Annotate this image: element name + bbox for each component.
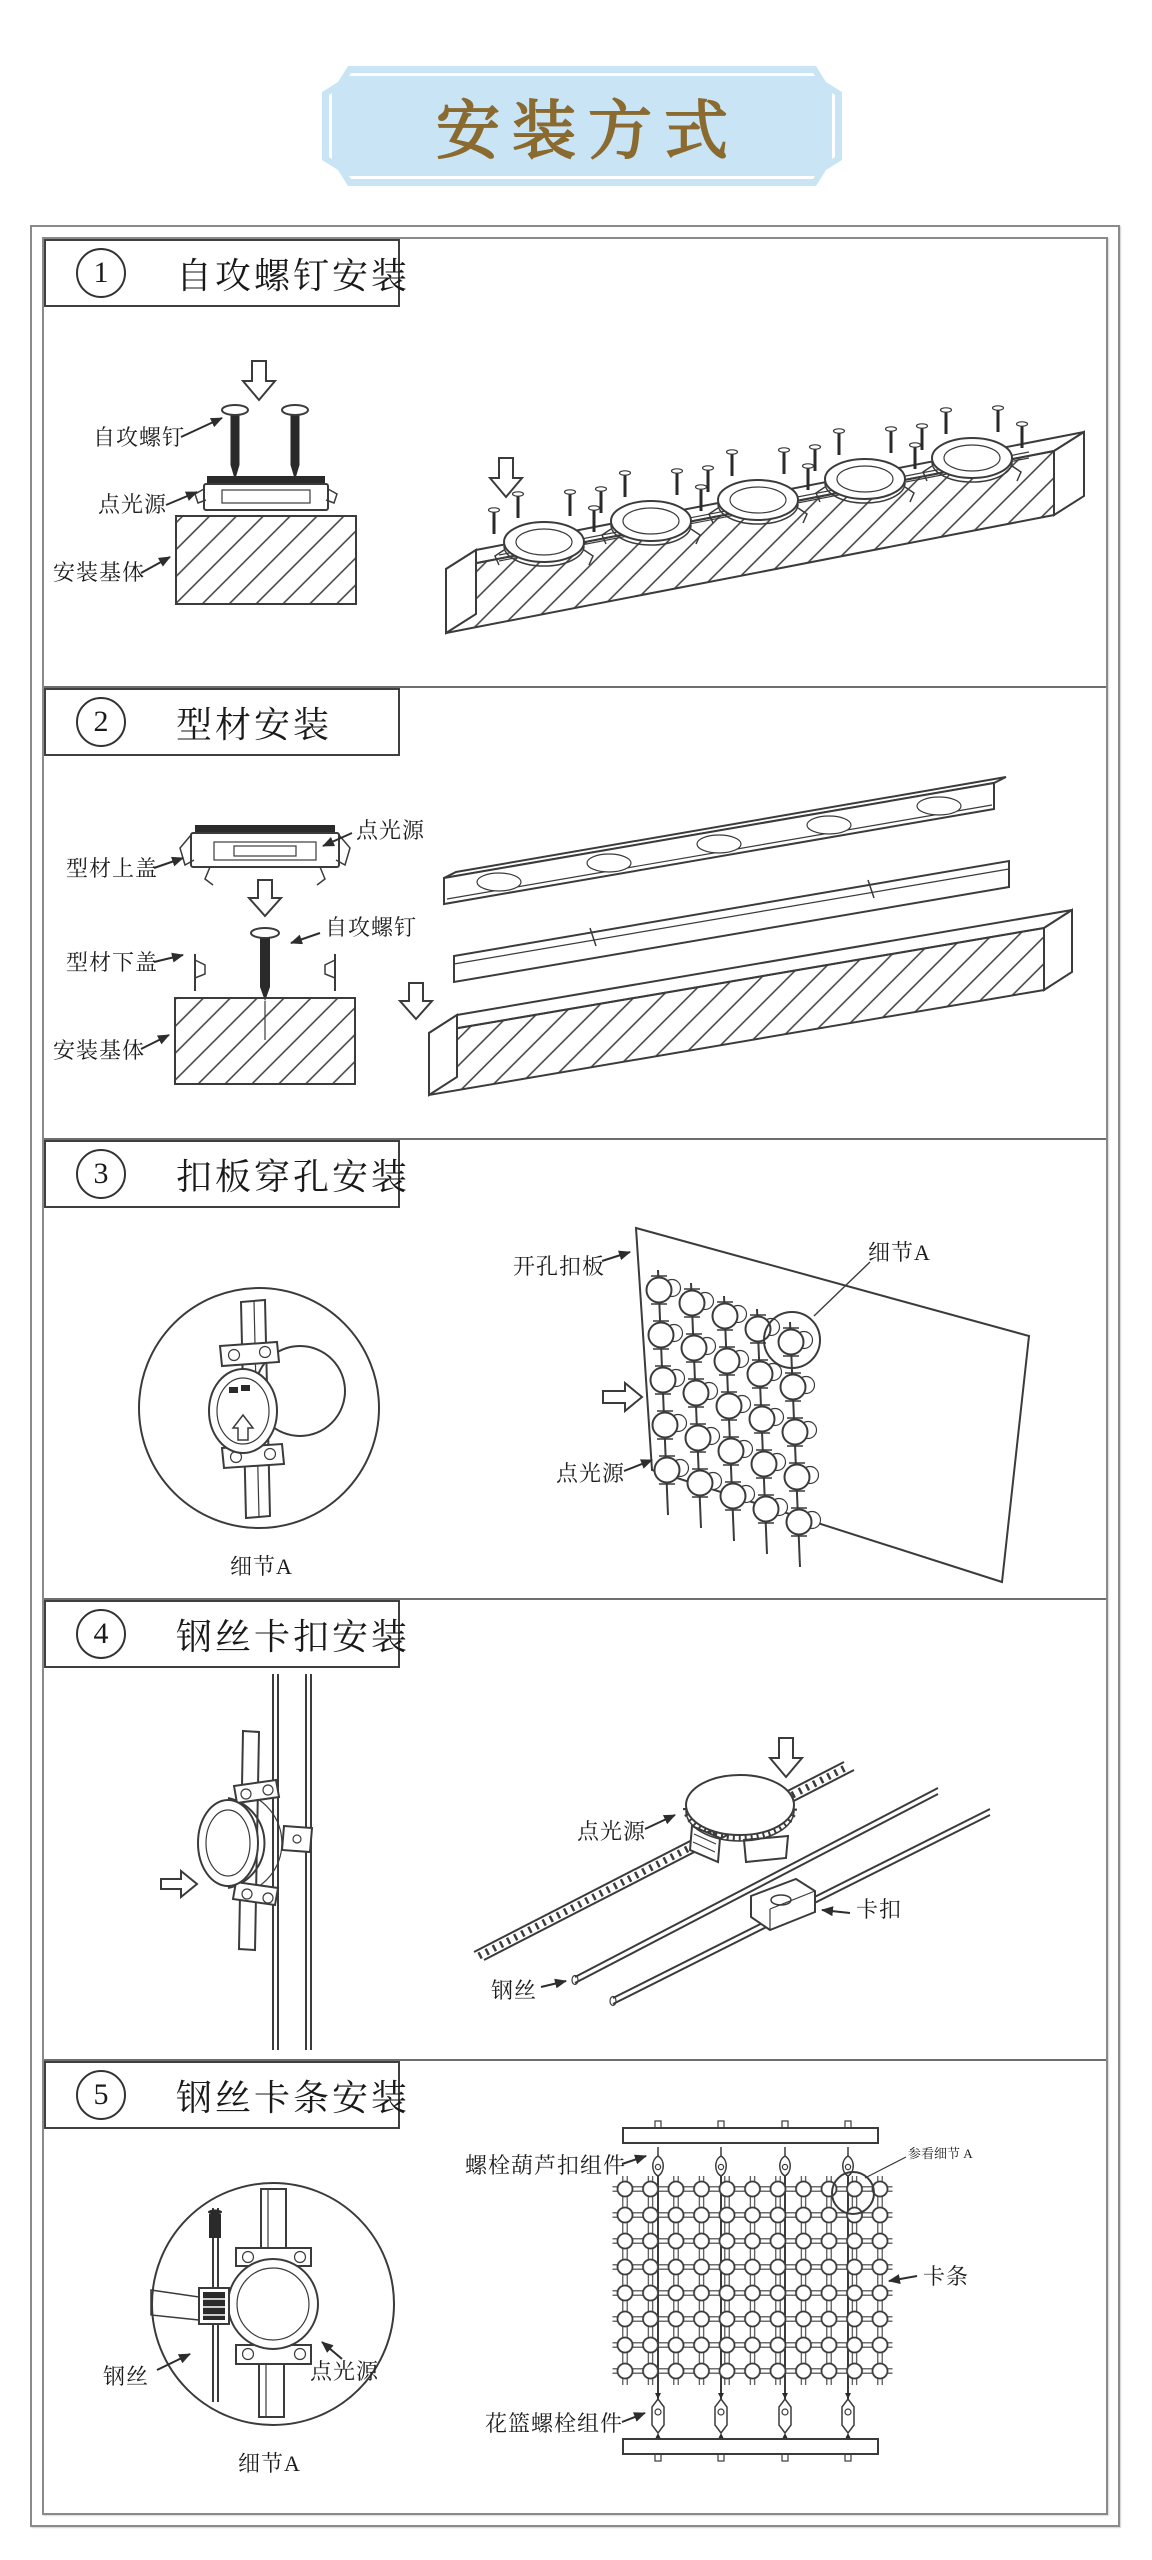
leader-arrow-clip xyxy=(822,1910,850,1913)
leader-arrow-panel xyxy=(602,1252,630,1261)
section-3-number: 3 xyxy=(76,1149,126,1199)
label-turnbuckle: 花篮螺栓组件 xyxy=(485,2411,624,2436)
right-arrow-icon xyxy=(161,1871,197,1897)
section-4-diagram xyxy=(44,1600,1106,2061)
label-bottom-cover: 型材下盖 xyxy=(66,950,159,975)
section-1-title-box xyxy=(44,239,411,307)
leader-arrow-bottom-cover xyxy=(154,955,183,962)
label-wire: 钢丝 xyxy=(103,2364,150,2389)
label-point-light: 点光源 xyxy=(98,492,168,517)
section-5-number: 5 xyxy=(76,2070,126,2120)
label-point-light: 点光源 xyxy=(310,2359,380,2384)
label-perforated-panel: 开孔扣板 xyxy=(513,1254,606,1279)
outer-frame xyxy=(30,225,1120,2527)
section-5-title-box xyxy=(44,2061,411,2129)
wire-clip-iso-view xyxy=(474,1738,990,2006)
section-1-number: 1 xyxy=(76,248,126,298)
detail-a-view xyxy=(139,1288,379,1579)
bolt-hoist-hook xyxy=(780,2147,791,2176)
section-2-title: 型材安装 xyxy=(176,704,333,745)
section-3-title-box xyxy=(44,1140,411,1208)
down-arrow-icon xyxy=(400,983,432,1019)
beam-with-modules xyxy=(446,406,1084,633)
label-point-light: 点光源 xyxy=(577,1819,647,1844)
inner-frame xyxy=(42,237,1108,2515)
down-arrow-icon xyxy=(770,1738,802,1777)
detail-a-caption: 细节A xyxy=(230,1554,293,1579)
leader-arrow-light xyxy=(645,1815,675,1829)
perforated-panel-view xyxy=(513,1228,1029,1582)
label-top-cover: 型材上盖 xyxy=(66,856,159,881)
leader-arrow-screw xyxy=(181,418,222,437)
point-light-module xyxy=(195,476,337,510)
top-bar xyxy=(623,2128,878,2143)
screw-mount-cross-section xyxy=(53,361,356,604)
section-wire-clip-install xyxy=(44,1600,1106,2061)
page-title: 安装方式 xyxy=(436,96,740,167)
section-screw-install xyxy=(44,239,1106,688)
leader-arrow-strip xyxy=(889,2276,917,2281)
mounting-base-block xyxy=(176,516,356,604)
section-3-diagram xyxy=(44,1140,1106,1600)
down-arrow-icon xyxy=(249,880,281,916)
toothed-strip xyxy=(479,1766,849,1956)
leader-arrow-screw xyxy=(291,933,320,943)
detail-a-view xyxy=(103,2183,394,2476)
light-mesh-grid xyxy=(613,2176,893,2385)
bolt-hoist-hook xyxy=(653,2147,664,2176)
label-self-tapping-screw: 自攻螺钉 xyxy=(93,425,186,450)
section-4-title-box xyxy=(44,1600,411,1668)
section-wire-strip-install xyxy=(44,2061,1106,2507)
label-point-light: 点光源 xyxy=(356,818,426,843)
section-panel-install xyxy=(44,1140,1106,1600)
point-light-module xyxy=(686,1775,794,1862)
leader-arrow-turnbuckle xyxy=(622,2413,645,2422)
profile-top-cover-with-light xyxy=(180,825,350,885)
label-point-light: 点光源 xyxy=(556,1461,626,1486)
label-see-detail: 参看细节 A xyxy=(908,2146,973,2161)
leader-arrow-wire xyxy=(541,1981,566,1987)
leader-arrow-base xyxy=(141,1035,169,1049)
label-mounting-base: 安装基体 xyxy=(53,560,146,585)
leader-arrow-light xyxy=(624,1460,652,1471)
down-arrow-icon xyxy=(490,458,522,497)
bolt-hoist-hook xyxy=(716,2147,727,2176)
section-4-number: 4 xyxy=(76,1609,126,1659)
label-clip: 卡扣 xyxy=(856,1897,903,1922)
label-wire: 钢丝 xyxy=(491,1978,538,2003)
bottom-bar xyxy=(623,2439,878,2454)
label-screw: 自攻螺钉 xyxy=(325,915,418,940)
turnbuckle xyxy=(779,2393,791,2439)
section-5-title: 钢丝卡条安装 xyxy=(176,2077,411,2118)
leader-arrow-light xyxy=(166,492,197,505)
mounting-base-block xyxy=(175,998,355,1084)
section-3-title: 扣板穿孔安装 xyxy=(176,1156,411,1197)
leader-arrow-base xyxy=(141,557,170,573)
turnbuckle xyxy=(715,2393,727,2439)
down-arrow-icon xyxy=(243,361,275,400)
detail-a-caption: 细节A xyxy=(238,2451,301,2476)
wire-clip-front-view xyxy=(161,1674,312,2050)
section-profile-install xyxy=(44,688,1106,1140)
profile-exploded-view xyxy=(400,777,1072,1095)
detail-a-leader xyxy=(865,2157,906,2178)
label-bolt-hoist: 螺栓葫芦扣组件 xyxy=(465,2153,627,2178)
mesh-curtain-view xyxy=(465,2121,973,2461)
leader-arrow-light xyxy=(322,2342,342,2359)
leader-arrow-wire xyxy=(157,2354,190,2370)
leader-arrow-top-cover xyxy=(154,858,183,868)
section-4-title: 钢丝卡扣安装 xyxy=(176,1616,411,1657)
turnbuckle xyxy=(652,2393,664,2439)
section-1-title: 自攻螺钉安装 xyxy=(176,255,411,296)
right-arrow-icon xyxy=(603,1383,642,1411)
label-strip: 卡条 xyxy=(923,2264,970,2289)
header-banner xyxy=(322,66,842,186)
section-2-number: 2 xyxy=(76,697,126,747)
label-mounting-base: 安装基体 xyxy=(53,1038,146,1063)
turnbuckle xyxy=(842,2393,854,2439)
section-2-title-box xyxy=(44,688,400,756)
profile-cross-section xyxy=(53,818,425,1084)
label-detail-a: 细节A xyxy=(868,1240,931,1265)
